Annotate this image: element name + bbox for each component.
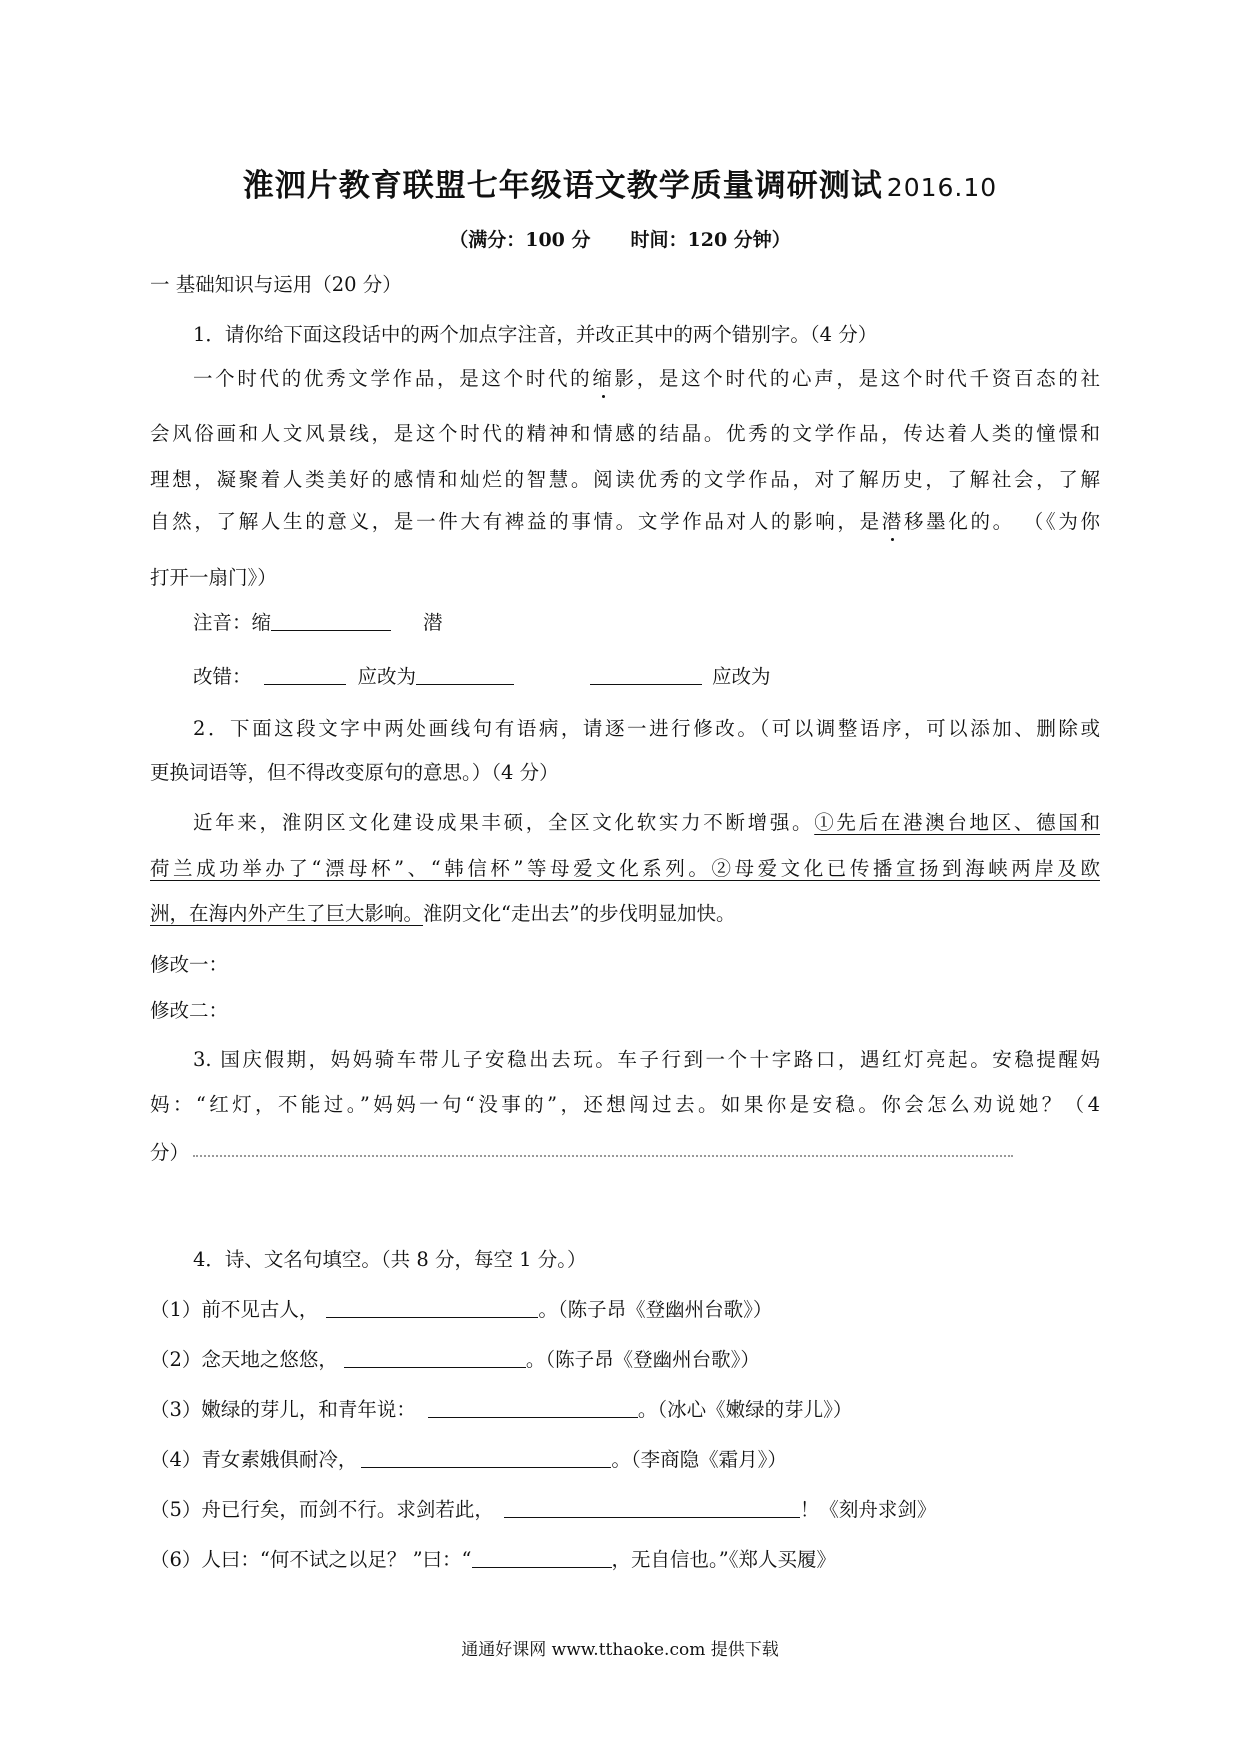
q1-text: 移墨化的。 （《为你: [903, 510, 1100, 533]
answer-blank[interactable]: [344, 1347, 526, 1368]
q1-passage-line: [150, 509, 1100, 535]
fill-item: [150, 1547, 1100, 1573]
zhuyin-char: 潜: [423, 611, 443, 634]
fill-item-source: 。（陈子昂《登幽州台歌》）: [538, 1298, 773, 1321]
dotted-char: 缩: [592, 367, 615, 390]
time-limit: 时间：120 分钟）: [630, 229, 791, 251]
fill-item: [150, 1297, 1100, 1323]
dotted-char: 潜: [881, 510, 904, 533]
q3-text: 3. 国庆假期，妈妈骑车带儿子安稳出去玩。车子行到一个十字路口，遇红灯亮起。安稳提醒妈: [193, 1048, 1100, 1071]
exam-subtitle: [0, 225, 1240, 252]
q1-prompt: 1．请你给下面这段话中的两个加点字注音，并改正其中的两个错别字。（4 分）: [193, 323, 878, 346]
gaicuo-row: [193, 664, 1100, 690]
fill-item-source: 。（冰心《嫩绿的芽儿》）: [637, 1398, 853, 1421]
q2-prompt: 2．下面这段文字中两处画线句有语病，请逐一进行修改。（可以调整语序，可以添加、删除或: [193, 717, 1100, 740]
q1-passage-line: 会风俗画和人文风景线，是这个时代的精神和情感的结晶。优秀的文学作品，传达着人类的憧憬和: [150, 422, 1100, 445]
answer-blank[interactable]: [326, 1297, 538, 1318]
replace-label: 应改为: [712, 665, 771, 688]
gaicuo-label: 改错：: [193, 665, 252, 688]
answer-blank[interactable]: [264, 664, 346, 685]
fill-item: [150, 1397, 1100, 1423]
q3-text: 妈：“红灯，不能过。”妈妈一句“没事的”，还想闯过去。如果你是安稳。你会怎么劝说她？（4: [150, 1093, 1100, 1116]
fill-item-text: （6）人曰：“何不试之以足？ ”曰：“: [150, 1548, 472, 1571]
title-date: 2016.10: [886, 173, 998, 202]
underlined-sentence: 洲，在海内外产生了巨大影响。: [150, 902, 424, 925]
fill-item-text: （3）嫩绿的芽儿，和青年说：: [150, 1398, 416, 1421]
fill-item-source: 。（李商隐《霜月》）: [611, 1448, 787, 1471]
fill-item-source: ，无自信也。”《郑人买履》: [611, 1548, 836, 1571]
underlined-sentence: 荷兰成功举办了“漂母杯”、“韩信杯”等母爱文化系列。②母爱文化已传播宣扬到海峡两岸及欧: [150, 857, 1100, 880]
answer-blank[interactable]: [428, 1397, 638, 1418]
q1-passage-line: [193, 366, 1100, 392]
fill-item-source: ！《刻舟求剑》: [799, 1498, 937, 1521]
q1-text: 自然，了解人生的意义，是一件大有裨益的事情。文学作品对人的影响，是: [150, 510, 882, 533]
answer-blank[interactable]: [271, 610, 391, 631]
page-footer: 通通好课网 www.tthaoke.com 提供下载: [461, 1640, 779, 1660]
q1-passage-line: 理想，凝聚着人类美好的感情和灿烂的智慧。阅读优秀的文学作品，对了解历史，了解社会，了解: [150, 468, 1100, 491]
underlined-sentence: ①先后在港澳台地区、德国和: [814, 811, 1100, 834]
q4-prompt: 4．诗、文名句填空。（共 8 分，每空 1 分。）: [193, 1248, 587, 1271]
q3-answer-row: [150, 1140, 1100, 1166]
q1-passage-line: 打开一扇门》）: [150, 566, 277, 589]
q2-passage-line: [150, 901, 1100, 927]
answer-blank[interactable]: [361, 1447, 611, 1468]
full-score: （满分：100 分: [449, 229, 591, 251]
fill-item-text: （5）舟已行矣，而剑不行。求剑若此，: [150, 1498, 494, 1521]
fill-item: [150, 1497, 1100, 1523]
fill-item: [150, 1347, 1100, 1373]
fill-item-text: （2）念天地之悠悠，: [150, 1348, 338, 1371]
zhuyin-row: [193, 610, 1100, 636]
q1-text: 影，是这个时代的心声，是这个时代千资百态的社: [614, 367, 1100, 390]
section-heading: 一 基础知识与运用（20 分）: [150, 273, 402, 296]
fill-item-source: 。（陈子昂《登幽州台歌》）: [525, 1348, 760, 1371]
fix-two-label: 修改二：: [150, 999, 229, 1022]
zhuyin-label: 注音：缩: [193, 611, 272, 634]
answer-blank[interactable]: [416, 664, 514, 685]
q2-prompt: 更换词语等，但不得改变原句的意思。）（4 分）: [150, 761, 559, 784]
replace-label: 应改为: [357, 665, 417, 688]
q3-text: 分）: [150, 1141, 190, 1164]
title-text: 淮泗片教育联盟七年级语文教学质量调研测试: [242, 168, 883, 204]
q1-text: 一个时代的优秀文学作品，是这个时代的: [193, 367, 593, 390]
answer-blank[interactable]: [590, 664, 702, 685]
q2-text: 近年来，淮阴区文化建设成果丰硕，全区文化软实力不断增强。: [193, 811, 815, 834]
fix-one-label: 修改一：: [150, 953, 229, 976]
fill-item-text: （4）青女素娥俱耐冷，: [150, 1448, 358, 1471]
fill-item-text: （1）前不见古人，: [150, 1298, 319, 1321]
q2-passage-line: [150, 856, 1100, 882]
answer-blank[interactable]: [504, 1497, 800, 1518]
answer-line[interactable]: [193, 1143, 1013, 1157]
page-title: [0, 160, 1240, 205]
fill-item: [150, 1447, 1100, 1473]
q2-text: 淮阴文化“走出去”的步伐明显加快。: [423, 902, 736, 925]
answer-blank[interactable]: [472, 1547, 612, 1568]
q2-passage-line: [193, 810, 1100, 836]
